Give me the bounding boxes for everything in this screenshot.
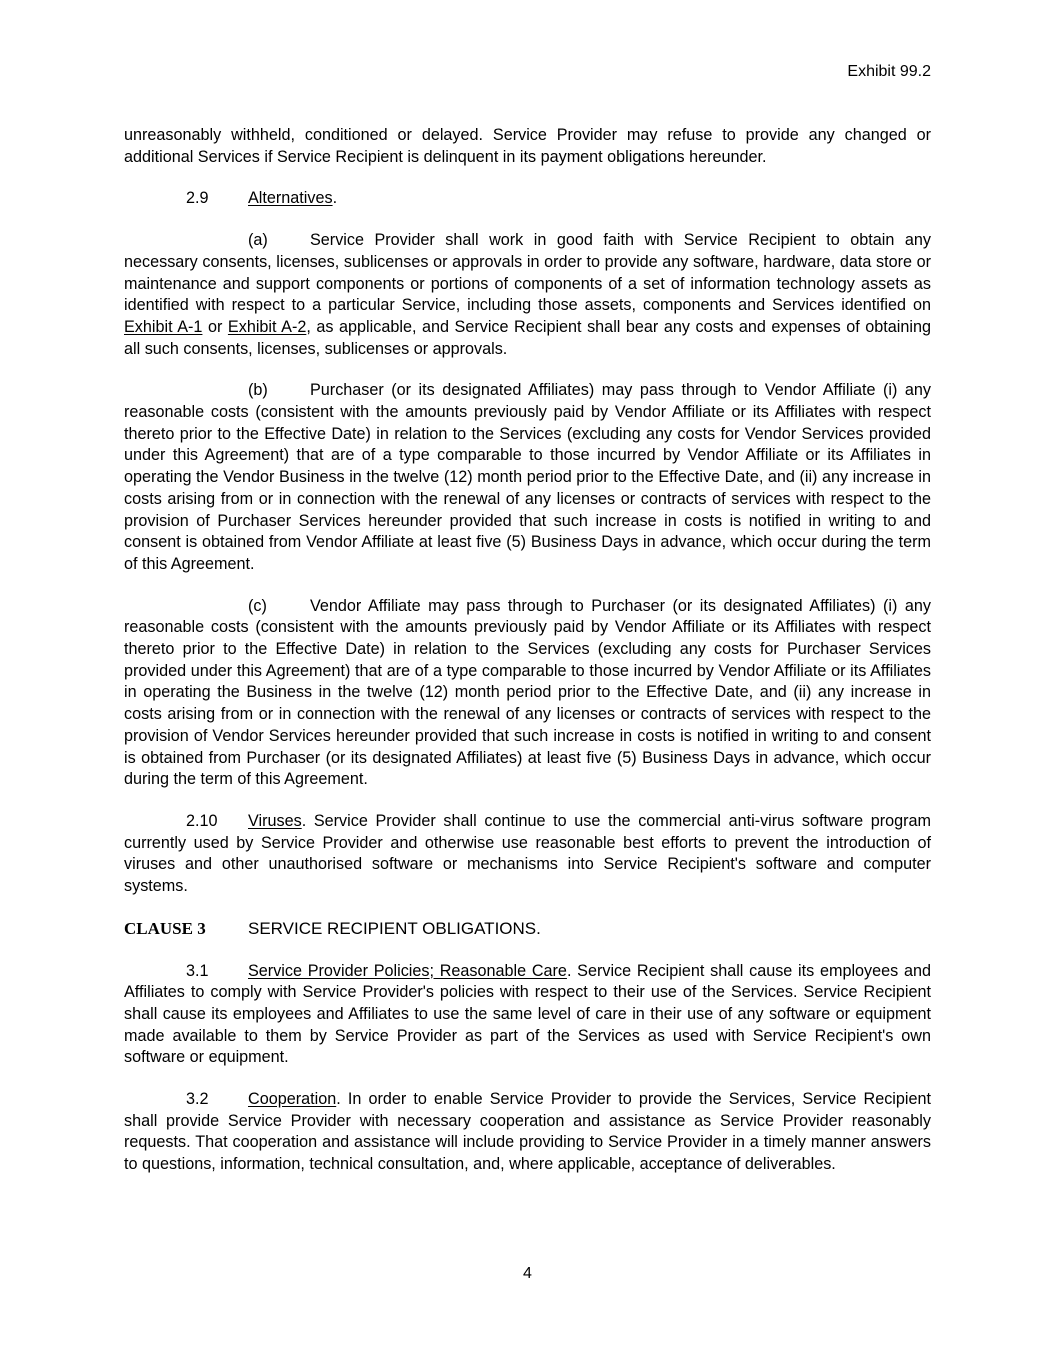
section-2-10: 2.10 Viruses. Service Provider shall continue to use the commercial anti-virus software program currently used by Service Provider and otherwise use reasonable best efforts to prevent the introduction of viruses and other unauthorised software or mechanisms into Service Recipient's software and computer systems. <box>124 811 931 896</box>
page-number: 4 <box>523 1265 532 1282</box>
section-heading: Cooperation <box>248 1090 337 1109</box>
subsection-label: (c) <box>248 596 267 615</box>
section-number: 2.9 <box>186 189 209 208</box>
section-number: 3.1 <box>186 961 209 980</box>
paragraph-text: Service Provider shall continue to use the commercial anti-virus software program currently used by Service Provider and otherwise use reasonable best efforts to prevent the introduction of viruses and other unauthorised software or mechanisms into Service Recipient's software and computer systems. <box>124 811 931 896</box>
paragraph-text: Vendor Affiliate may pass through to Purchaser (or its designated Affiliates) (i) any reasonable costs (consistent with the amounts previously paid by Vendor Affiliate or its Affiliates with respect thereto prior to the Effective Date) in relation to the Services (excluding any costs for Purchaser Services provided under this Agreement) that are of a type comparable to those incurred by Vendor Affiliate or its Affiliates in operating the Business in the twelve (12) month period prior to the Effective Date, and (ii) any increase in costs arising from or in connection with the renewal of any licenses or contracts of services with respect to the provision of Vendor Services hereunder provided that such increase in costs is notified in writing to and consent is obtained from Purchaser (or its designated Affiliates) at least five (5) Business Days in advance, which occur during the term of this Agreement. <box>124 596 931 789</box>
section-number: 3.2 <box>186 1090 209 1109</box>
clause-3-heading <box>124 918 931 941</box>
paragraph-text: Service Recipient shall cause its employees and Affiliates to comply with Service Provider's policies with respect to their use of the Services. Service Recipient shall cause its employees and Affiliates to use the same level of care in their use of any software or equipment made available to them by Service Provider as part of the Services as used with Service Recipient's own software or equipment. <box>124 961 931 1067</box>
paragraph-text: Purchaser (or its designated Affiliates) may pass through to Vendor Affiliate (i) any reasonable costs (consistent with the amounts previously paid by Vendor Affiliate or its Affiliates with respect thereto prior to the Effective Date) in relation to the Services (excluding any costs for Vendor Services provided under this Agreement) that are of a type comparable to those incurred by Vendor Affiliate or its Affiliates in operating the Vendor Business in the twelve (12) month period prior to the Effective Date, and (ii) any increase in costs arising from or in connection with the renewal of any licenses or contracts of services with respect to the provision of Purchaser Services hereunder provided that such increase in costs is notified in writing to and consent is obtained from Vendor Affiliate at least five (5) Business Days in advance, which occur during the term of this Agreement. <box>124 381 931 573</box>
exhibit-a1-reference: Exhibit A-1 <box>124 317 203 336</box>
paragraph-text: Service Provider shall work in good faith with Service Recipient to obtain any necessary consents, licenses, sublicenses or approvals in order to provide any software, hardware, data store or maintenance and support components or portions of components of a set of information technology assets as identified with respect to a particular Service, including those assets, components and Services identified on <box>124 231 931 315</box>
paragraph-text: or <box>202 317 228 336</box>
section-3-2: 3.2 Cooperation. In order to enable Service Provider to provide the Services, Service Recipient shall provide Service Provider with necessary cooperation and assistance as Service Provider reasonably requests. That cooperation and assistance will include providing to Service Provider in a timely manner answers to questions, information, technical consultation, and, where applicable, acceptance of deliverables. <box>124 1090 931 1174</box>
section-2-9-heading: 2.9 Alternatives. <box>124 188 931 210</box>
section-2-9-c <box>124 596 931 791</box>
continuation-paragraph: unreasonably withheld, conditioned or delayed. Service Provider may refuse to provide any changed or additional Services if Service Recipient is delinquent in its payment obligations hereunder. <box>124 126 931 166</box>
section-number: 2.10 <box>186 811 218 830</box>
section-heading: Alternatives <box>248 189 333 208</box>
subsection-label: (a) <box>248 231 268 250</box>
document-body <box>124 125 931 1196</box>
section-heading: Service Provider Policies; Reasonable Care <box>248 961 567 980</box>
section-2-9-a <box>124 230 931 360</box>
section-3-1: 3.1 Service Provider Policies; Reasonable Care. Service Recipient shall cause its employees and Affiliates to comply with Service Provider's policies with respect to their use of the Services. Service Recipient shall cause its employees and Affiliates to use the same level of care in their use of any software or equipment made available to them by Service Provider as part of the Services as used with Service Recipient's own software or equipment. <box>124 961 931 1067</box>
paragraph-text: In order to enable Service Provider to provide the Services, Service Recipient shall provide Service Provider with necessary cooperation and assistance as Service Provider reasonably requests. That cooperation and assistance will include providing to Service Provider in a timely manner answers to questions, information, technical consultation, and, where applicable, acceptance of deliverables. <box>124 1090 931 1174</box>
section-2-9-b <box>124 380 931 575</box>
subsection-label: (b) <box>248 381 268 400</box>
section-heading: Viruses <box>248 811 302 830</box>
clause-title: SERVICE RECIPIENT OBLIGATIONS. <box>248 918 541 938</box>
exhibit-label: Exhibit 99.2 <box>847 63 931 80</box>
clause-label: CLAUSE 3 <box>124 918 206 938</box>
exhibit-a2-reference: Exhibit A-2 <box>227 317 307 336</box>
paragraph-text: , as applicable, and Service Recipient shall bear any costs and expenses of obtaining all such consents, licenses, sublicenses or approvals. <box>124 317 931 358</box>
